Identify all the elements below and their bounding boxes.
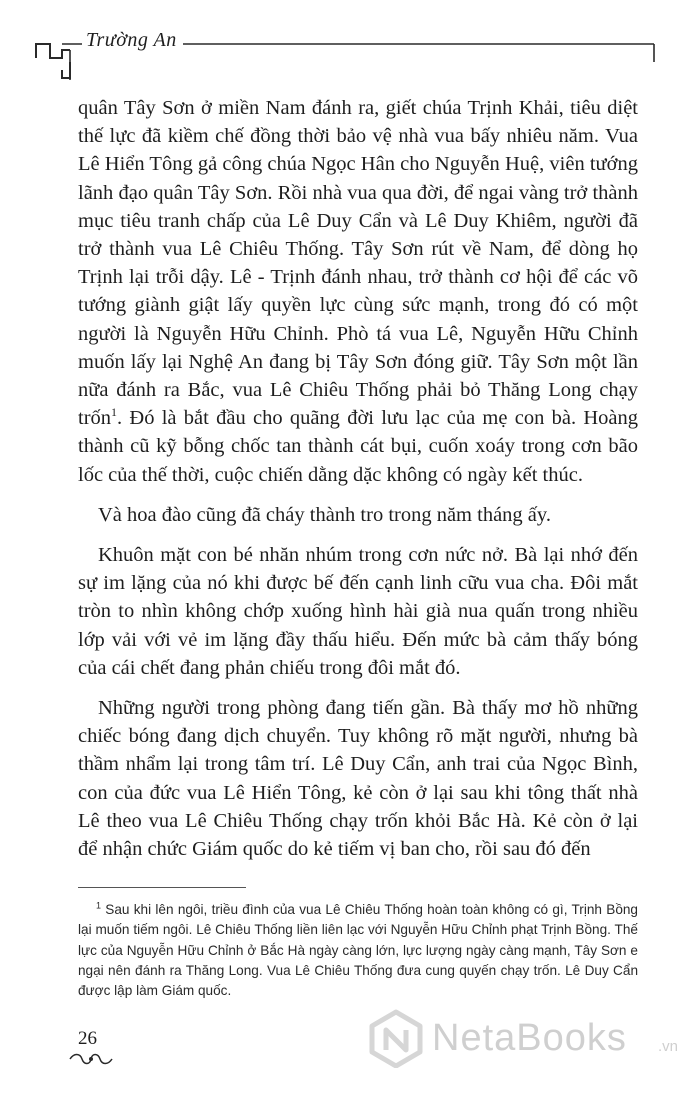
- running-header: [0, 0, 700, 80]
- paragraph-text: . Đó là bắt đầu cho quãng đời lưu lạc của mẹ con bà. Hoàng thành cũ kỹ bỗng chốc tan thành cát bụi, cuốn xoáy trong cơn bão lốc của thế thời, cuộc chiến dằng dặc không có ngày kết thúc.: [78, 407, 638, 486]
- paragraph: Và hoa đào cũng đã cháy thành tro trong năm tháng ấy.: [98, 503, 551, 526]
- page-body: [78, 94, 638, 863]
- page-number: 26: [78, 1028, 97, 1049]
- footnote-divider: [78, 887, 246, 888]
- watermark-suffix: .vn: [658, 1038, 679, 1055]
- footnote: [78, 900, 638, 1001]
- footnote-marker: 1: [96, 900, 102, 911]
- watermark-brand: NetaBooks: [432, 1017, 627, 1059]
- book-title: Trường An: [82, 29, 183, 52]
- watermark: [366, 1008, 696, 1074]
- paragraph-text: quân Tây Sơn ở miền Nam đánh ra, giết chúa Trịnh Khải, tiêu diệt thế lực đã kiềm chế đồng thời bảo vệ nhà vua bấy nhiêu năm. Vua Lê Hiển Tông gả công chúa Ngọc Hân cho Nguyễn Huệ, viên tướng lãnh đạo quân Tây Sơn. Rồi nhà vua qua đời, để ngai vàng trở thành mục tiêu tranh chấp của Lê Duy Cẩn và Lê Duy Khiêm, người đã trở thành vua Lê Chiêu Thống. Tây Sơn rút về Nam, để dòng họ Trịnh lại trỗi dậy. Lê - Trịnh đánh nhau, trở thành cơ hội để các võ tướng giành giật lấy quyền lực cùng sức mạnh, trong đó có một người là Nguyễn Hữu Chỉnh. Phò tá vua Lê, Nguyễn Hữu Chỉnh muốn lấy lại Nghệ An đang bị Tây Sơn đóng giữ. Tây Sơn một lần nữa đánh ra Bắc, vua Lê Chiêu Thống phải bỏ Thăng Long chạy trốn: [78, 97, 638, 430]
- footnote-reference[interactable]: 1: [111, 405, 118, 420]
- page-ornament-icon: [66, 1052, 116, 1066]
- paragraph-continued: [78, 94, 638, 489]
- footnote-text: Sau khi lên ngôi, triều đình của vua Lê Chiêu Thống hoàn toàn không có gì, Trịnh Bồng lại muốn tiếm ngôi. Lê Chiêu Thống liền liên lạc với Nguyễn Hữu Chỉnh phạt Trịnh Bồng. Thế lực của Nguyễn Hữu Chỉnh ở Bắc Hà ngày càng lớn, lực lượng ngày càng mạnh, Tây Sơn e ngại nên đánh ra Thăng Long. Vua Lê Chiêu Thống đưa cung quyến chạy trốn. Lê Duy Cẩn được lập làm Giám quốc.: [78, 902, 638, 999]
- paragraph: Những người trong phòng đang tiến gần. Bà thấy mơ hồ những chiếc bóng đang dịch chuyển. Tuy không rõ mặt người, nhưng bà thầm nhẩm lại trong tâm trí. Lê Duy Cẩn, anh trai của Ngọc Bình, con của đức vua Lê Hiển Tông, kẻ còn ở lại sau khi tông thất nhà Lê theo vua Lê Chiêu Thống chạy trốn khỏi Bắc Hà. Kẻ còn ở lại để nhận chức Giám quốc do kẻ tiếm vị ban cho, rồi sau đó đến: [78, 697, 638, 861]
- paragraph: Khuôn mặt con bé nhăn nhúm trong cơn nức nở. Bà lại nhớ đến sự im lặng của nó khi được bế đến cạnh linh cữu vua cha. Đôi mắt tròn to nhìn không chớp xuống hình hài già nua quấn trong nhiều lớp vải với vẻ im lặng đầy thấu hiểu. Đến mức bà cảm thấy bóng của cái chết đang phản chiếu trong đôi mắt đó.: [78, 544, 638, 679]
- netabooks-logo-icon: [366, 1008, 426, 1068]
